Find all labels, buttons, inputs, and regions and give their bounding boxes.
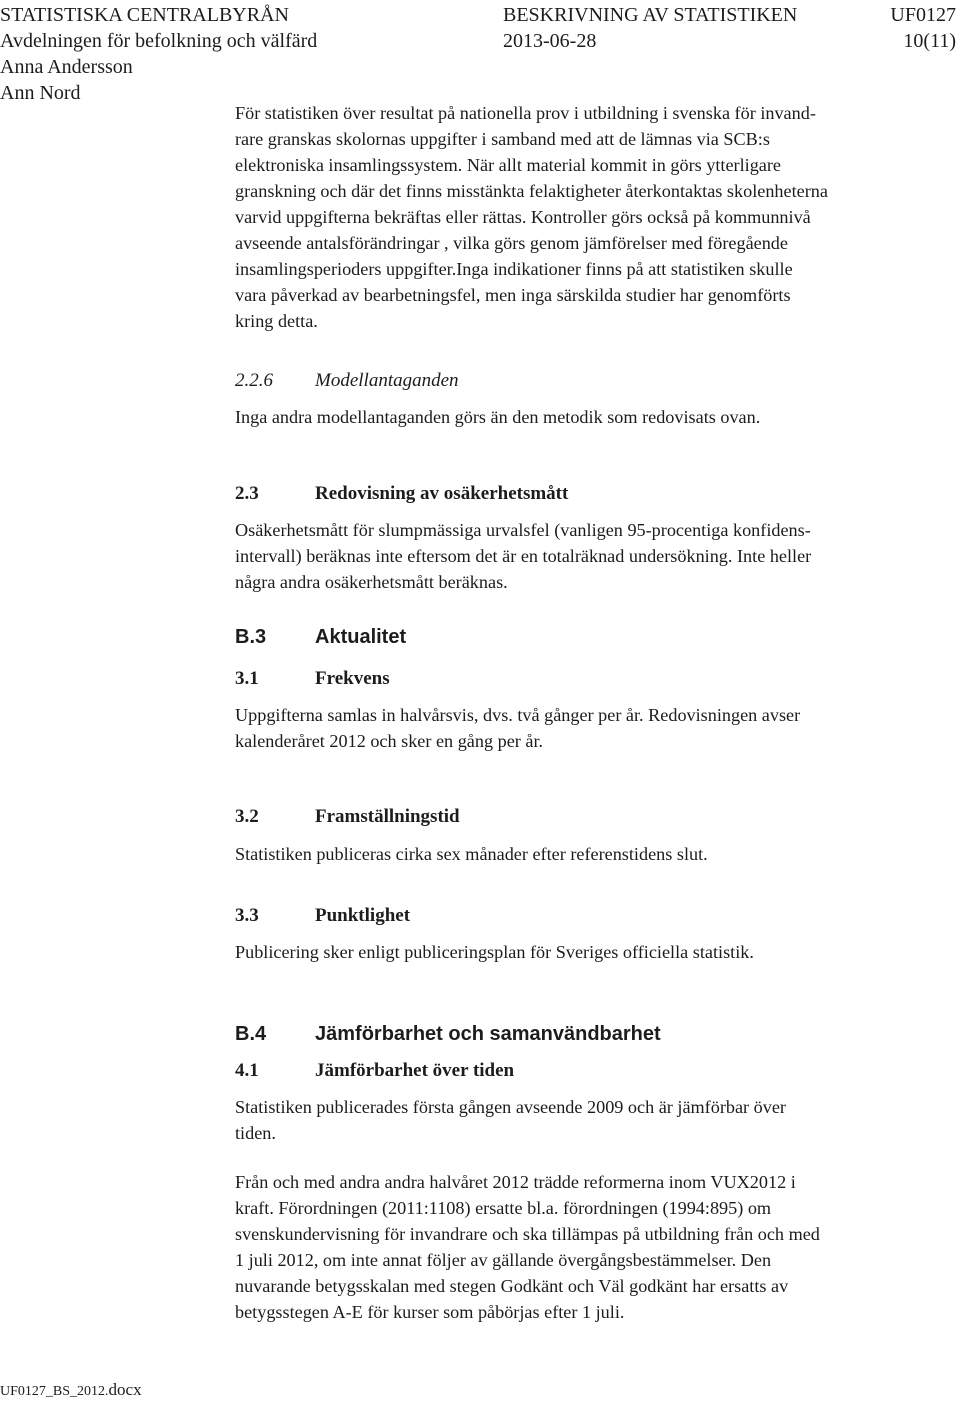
text-line: Uppgifterna samlas in halvårsvis, dvs. två gånger per år. Redovisningen avser <box>235 705 801 725</box>
section-heading: Modellantaganden <box>315 370 459 391</box>
section-number: 3.3 <box>235 905 259 926</box>
text-line: För statistiken över resultat på nationella prov i utbildning i svenska för invand- <box>235 103 816 123</box>
text-line: några andra osäkerhetsmått beräknas. <box>235 572 508 592</box>
section-paragraph <box>235 939 957 965</box>
section-paragraph <box>235 1169 957 1325</box>
header-page-number: 10(11) <box>903 30 956 52</box>
text-line: Inga andra modellantaganden görs än den metodik som redovisats ovan. <box>235 407 761 427</box>
section-number: 2.2.6 <box>235 370 273 391</box>
header-date: 2013-06-28 <box>503 30 597 52</box>
text-line: Från och med andra andra halvåret 2012 trädde reformerna inom VUX2012 i <box>235 1172 796 1192</box>
text-line: Statistiken publiceras cirka sex månader efter referenstidens slut. <box>235 844 708 864</box>
text-line: avseende antalsförändringar , vilka görs genom jämförelser med föregående <box>235 233 788 253</box>
chapter-number: B.4 <box>235 1023 267 1045</box>
header-author-2: Ann Nord <box>0 82 81 104</box>
header-doc-type: BESKRIVNING AV STATISTIKEN <box>503 4 798 26</box>
section-paragraph <box>235 1094 957 1146</box>
section-heading: Redovisning av osäkerhetsmått <box>315 483 569 504</box>
header-author-1: Anna Andersson <box>0 56 133 78</box>
section-number: 2.3 <box>235 483 259 504</box>
section-paragraph <box>235 517 957 595</box>
section-number: 3.2 <box>235 806 259 827</box>
section-number: 4.1 <box>235 1060 259 1081</box>
text-line: kalenderåret 2012 och sker en gång per år. <box>235 731 544 751</box>
header-department: Avdelningen för befolkning och välfärd <box>0 30 318 52</box>
section-number: 3.1 <box>235 668 259 689</box>
text-line: 1 juli 2012, om inte annat följer av gällande övergångsbestämmelser. Den <box>235 1250 772 1270</box>
footer-file-prefix: UF0127_BS_2012. <box>0 1384 109 1399</box>
text-line: Osäkerhetsmått för slumpmässiga urvalsfel (vanligen 95-procentiga konfidens- <box>235 520 811 540</box>
text-line: svenskundervisning för invandrare och ska tillämpas på utbildning från och med <box>235 1224 820 1244</box>
chapter-number: B.3 <box>235 626 267 648</box>
text-line: elektroniska insamlingssystem. När allt material kommit in görs ytterligare <box>235 155 782 175</box>
header-doc-code: UF0127 <box>890 4 956 26</box>
text-line: insamlingsperioders uppgifter.Inga indikationer finns på att statistiken skulle <box>235 259 793 279</box>
section-paragraph <box>235 702 957 754</box>
section-paragraph <box>235 841 957 867</box>
section-paragraph <box>235 404 957 430</box>
text-line: Statistiken publicerades första gången avseende 2009 och är jämförbar över <box>235 1097 786 1117</box>
text-line: granskning och där det finns misstänkta felaktigheter återkontaktas skolenheterna <box>235 181 828 201</box>
text-line: intervall) beräknas inte eftersom det är en totalräknad undersökning. Inte heller <box>235 546 812 566</box>
text-line: kring detta. <box>235 311 318 331</box>
section-heading: Punktlighet <box>315 905 411 926</box>
chapter-heading: Jämförbarhet och samanvändbarhet <box>315 1023 661 1045</box>
text-line: nuvarande betygsskalan med stegen Godkänt och Väl godkänt har ersatts av <box>235 1276 789 1296</box>
section-heading: Framställningstid <box>315 806 460 827</box>
text-line: tiden. <box>235 1123 276 1143</box>
text-line: kraft. Förordningen (2011:1108) ersatte bl.a. förordningen (1994:895) om <box>235 1198 772 1218</box>
section-heading: Frekvens <box>315 668 390 689</box>
text-line: betygsstegen A-E för kurser som påbörjas efter 1 juli. <box>235 1302 625 1322</box>
header-org: STATISTISKA CENTRALBYRÅN <box>0 4 289 26</box>
intro-paragraph <box>235 100 957 334</box>
chapter-heading: Aktualitet <box>315 626 407 648</box>
footer-file-extension: docx <box>108 1380 142 1399</box>
text-line: Publicering sker enligt publiceringsplan för Sveriges officiella statistik. <box>235 942 754 962</box>
text-line: varvid uppgifterna bekräftas eller rättas. Kontroller görs också på kommunnivå <box>235 207 811 227</box>
text-line: vara påverkad av bearbetningsfel, men inga särskilda studier har genomförts <box>235 285 791 305</box>
section-heading: Jämförbarhet över tiden <box>315 1060 515 1081</box>
text-line: rare granskas skolornas uppgifter i samband med att de lämnas via SCB:s <box>235 129 770 149</box>
footer-filename <box>0 1380 142 1402</box>
